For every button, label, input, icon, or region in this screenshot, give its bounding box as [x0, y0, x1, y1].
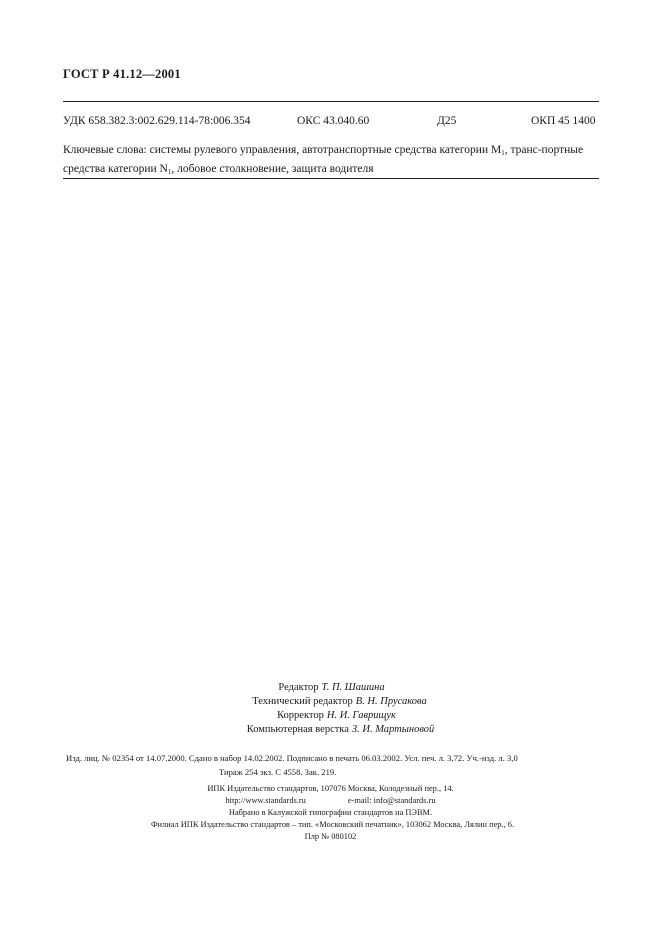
group-code: Д25 — [437, 115, 457, 127]
publisher-footer — [0, 783, 661, 843]
publisher-address: ИПК Издательство стандартов, 107076 Москва, Колодезный пер., 14. — [207, 784, 454, 793]
keywords-text-part1: Ключевые слова: системы рулевого управления, автотранспортные средства категории М — [63, 144, 502, 156]
credit-role: Редактор — [278, 682, 319, 693]
publication-line-1: Изд. лиц. № 02354 от 14.07.2000. Сдано в набор 14.02.2002. Подписано в печать 06.03.2002. Усл. печ. л. 3,72. Уч.-изд. л. 3,0 — [66, 753, 518, 763]
top-divider — [63, 101, 599, 102]
keywords-text-part3: , лобовое столкновение, защита водителя — [171, 163, 374, 175]
udk-code: УДК 658.382.3:002.629.114-78:006.354 — [63, 115, 251, 127]
oks-code: ОКС 43.040.60 — [297, 115, 370, 127]
credits-block — [0, 681, 661, 737]
publisher-website: http://www.standards.ru — [225, 796, 306, 805]
credit-role: Технический редактор — [252, 696, 353, 707]
credit-proofreader — [0, 709, 661, 723]
keywords-subscript-n: 1 — [167, 168, 172, 176]
credit-editor — [0, 681, 661, 695]
keywords-subscript-m: 1 — [501, 149, 505, 157]
credit-person: Т. П. Шашина — [321, 682, 385, 693]
document-standard-title: ГОСТ Р 41.12—2001 — [63, 67, 181, 81]
publication-line-2: Тираж 254 экз. С 4558. Зак. 219. — [219, 767, 337, 777]
credit-role: Корректор — [277, 710, 324, 721]
publisher-contacts — [0, 795, 661, 807]
okp-code: ОКП 45 1400 — [531, 115, 596, 127]
credit-layout — [0, 723, 661, 737]
credit-person: Н. И. Гаврищук — [326, 710, 396, 721]
credit-person: З. И. Мартыновой — [351, 724, 435, 735]
bottom-divider — [63, 178, 599, 179]
publisher-email: e-mail: info@standards.ru — [347, 796, 436, 805]
credit-role: Компьютерная верстка — [246, 724, 349, 735]
plr-number: Плр № 080102 — [304, 832, 357, 841]
credit-person: В. Н. Прусакова — [355, 696, 427, 707]
typeset-note: Набрано в Калужской типографии стандартов на ПЭВМ. — [228, 808, 433, 817]
keywords-text-part2: , транс-портные средства категории N — [63, 144, 584, 175]
keywords-paragraph — [63, 142, 599, 180]
publication-info — [66, 751, 601, 779]
branch-address: Филиал ИПК Издательство стандартов – тип. «Московский печатник», 103062 Москва, Лялин пер., 6. — [150, 820, 515, 829]
credit-technical-editor — [0, 695, 661, 709]
